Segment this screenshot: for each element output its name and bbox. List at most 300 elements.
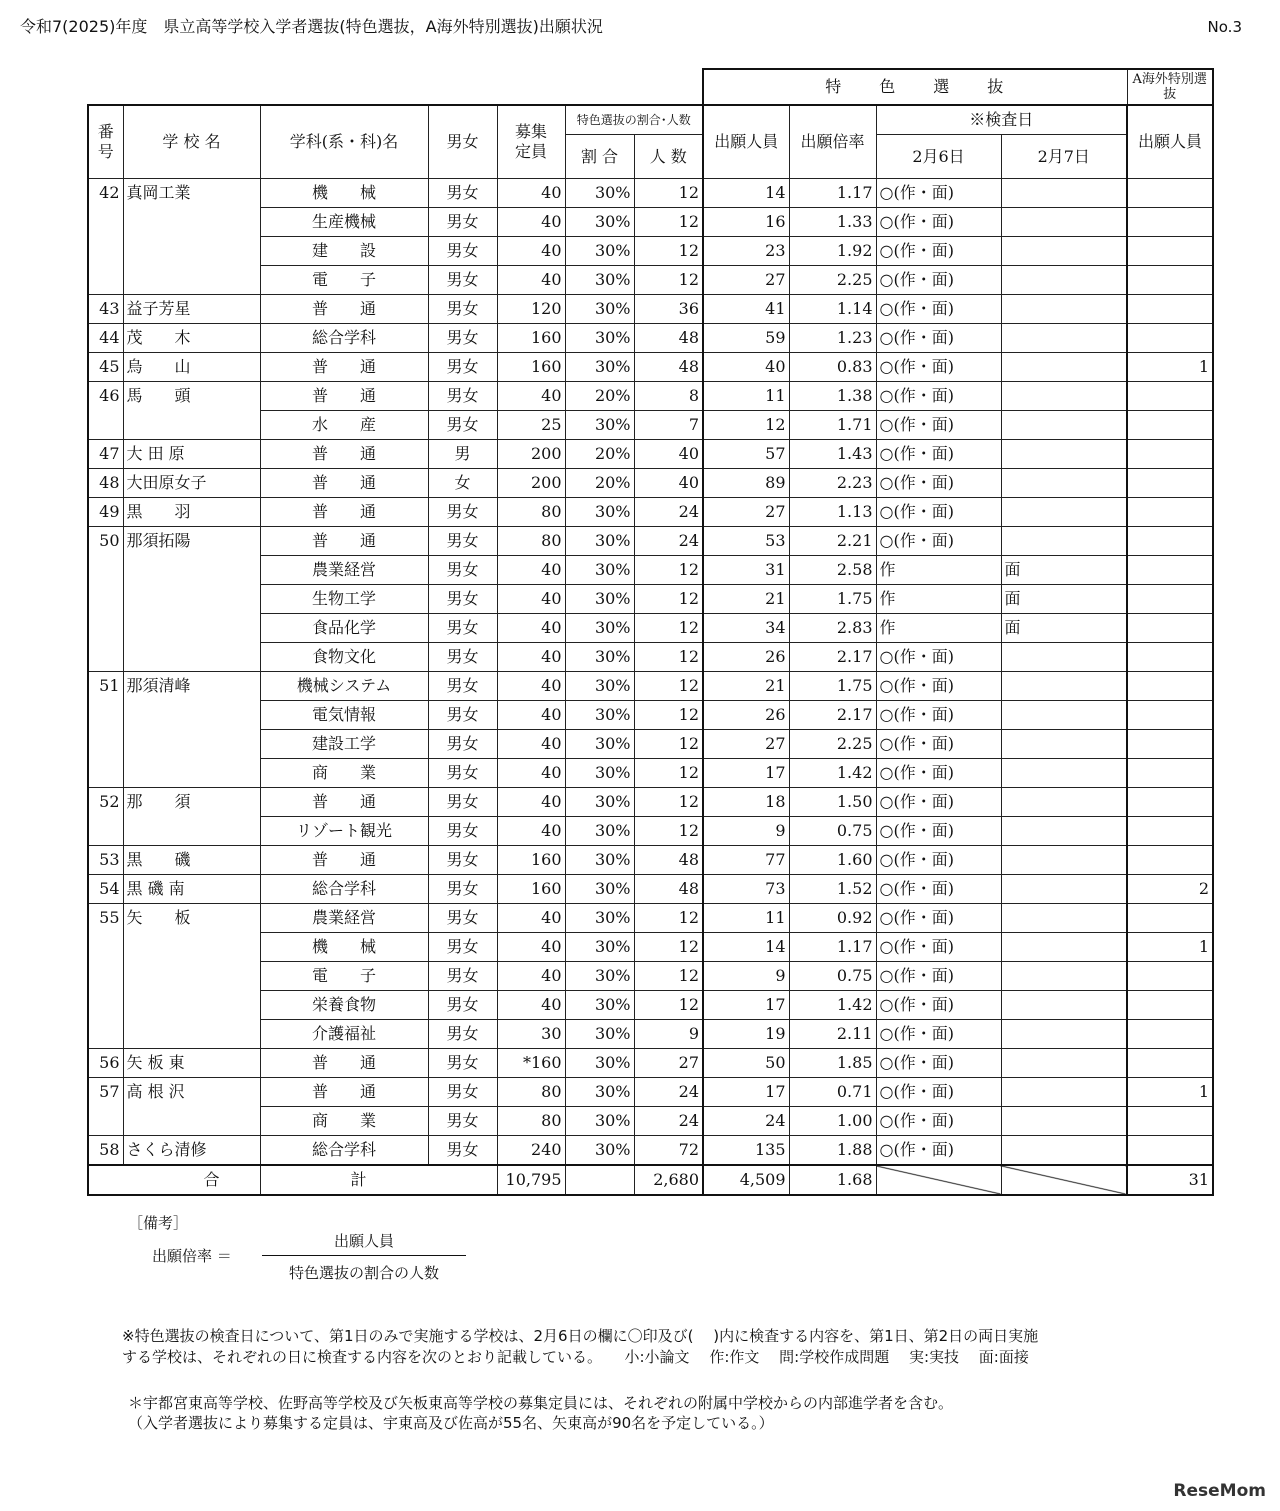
cell-dept: 総合学科	[260, 1136, 428, 1166]
cell-applicants: 89	[703, 469, 789, 498]
cell-sex: 男女	[428, 672, 497, 701]
cell-day1: ○(作・面)	[876, 1078, 1001, 1107]
cell-pct: 30%	[565, 295, 634, 324]
cell-dept: 生産機械	[260, 208, 428, 237]
school-number: 47	[88, 440, 123, 469]
cell-dept: 普 通	[260, 846, 428, 875]
school-number: 52	[88, 788, 123, 846]
cell-dept: 普 通	[260, 1078, 428, 1107]
cell-day1: ○(作・面)	[876, 266, 1001, 295]
cell-kaigai	[1127, 817, 1213, 846]
cell-sex: 男女	[428, 556, 497, 585]
cell-capacity: 40	[497, 556, 565, 585]
cell-kaigai	[1127, 846, 1213, 875]
header-no: 番号	[88, 105, 123, 179]
cell-day2: 面	[1001, 585, 1127, 614]
cell-count: 12	[634, 904, 703, 933]
school-name: 那須清峰	[123, 672, 260, 788]
cell-applicants: 12	[703, 411, 789, 440]
cell-day2	[1001, 208, 1127, 237]
cell-ratio: 1.43	[789, 440, 876, 469]
header-applicants: 出願人員	[703, 105, 789, 179]
cell-sex: 男女	[428, 1049, 497, 1078]
cell-day2	[1001, 179, 1127, 208]
cell-kaigai	[1127, 701, 1213, 730]
cell-count: 12	[634, 991, 703, 1020]
cell-applicants: 19	[703, 1020, 789, 1049]
cell-day2	[1001, 1107, 1127, 1136]
cell-ratio: 2.11	[789, 1020, 876, 1049]
cell-dept: 商 業	[260, 1107, 428, 1136]
table-row	[88, 1049, 1213, 1078]
cell-day1: ○(作・面)	[876, 498, 1001, 527]
cell-sex: 男女	[428, 237, 497, 266]
cell-kaigai	[1127, 730, 1213, 759]
cell-dept: 普 通	[260, 295, 428, 324]
cell-ratio: 0.75	[789, 962, 876, 991]
cell-ratio: 1.33	[789, 208, 876, 237]
cell-day2	[1001, 324, 1127, 353]
cell-ratio: 2.25	[789, 730, 876, 759]
table-row	[88, 295, 1213, 324]
cell-applicants: 31	[703, 556, 789, 585]
cell-sex: 男女	[428, 817, 497, 846]
cell-sex: 男女	[428, 1020, 497, 1049]
cell-dept: 普 通	[260, 527, 428, 556]
cell-sex: 男女	[428, 411, 497, 440]
school-number: 49	[88, 498, 123, 527]
cell-pct: 30%	[565, 353, 634, 382]
cell-count: 7	[634, 411, 703, 440]
header-day2: 2月7日	[1001, 135, 1127, 179]
school-name: 益子芳星	[123, 295, 260, 324]
cell-kaigai	[1127, 672, 1213, 701]
cell-pct: 30%	[565, 237, 634, 266]
cell-ratio: 0.92	[789, 904, 876, 933]
cell-sex: 男女	[428, 759, 497, 788]
cell-pct: 30%	[565, 962, 634, 991]
cell-applicants: 26	[703, 701, 789, 730]
cell-dept: 栄養食物	[260, 991, 428, 1020]
school-number: 53	[88, 846, 123, 875]
table-row	[88, 788, 1213, 817]
cell-day1: ○(作・面)	[876, 759, 1001, 788]
school-number: 42	[88, 179, 123, 295]
cell-day1: ○(作・面)	[876, 295, 1001, 324]
cell-dept: 普 通	[260, 1049, 428, 1078]
cell-day2	[1001, 353, 1127, 382]
cell-capacity: 40	[497, 962, 565, 991]
total-count: 2,680	[634, 1165, 703, 1195]
cell-capacity: *160	[497, 1049, 565, 1078]
cell-kaigai	[1127, 498, 1213, 527]
cell-day2	[1001, 527, 1127, 556]
cell-pct: 20%	[565, 440, 634, 469]
header-kaigai-applicants: 出願人員	[1127, 105, 1213, 179]
cell-pct: 30%	[565, 788, 634, 817]
total-capacity: 10,795	[497, 1165, 565, 1195]
cell-dept: 水 産	[260, 411, 428, 440]
cell-sex: 男女	[428, 527, 497, 556]
cell-kaigai	[1127, 904, 1213, 933]
header-school: 学 校 名	[123, 105, 260, 179]
cell-kaigai	[1127, 643, 1213, 672]
cell-dept: 総合学科	[260, 875, 428, 904]
table-row	[88, 440, 1213, 469]
cell-capacity: 80	[497, 498, 565, 527]
cell-day1: ○(作・面)	[876, 701, 1001, 730]
cell-capacity: 40	[497, 759, 565, 788]
cell-day1: 作	[876, 614, 1001, 643]
cell-capacity: 80	[497, 1078, 565, 1107]
cell-applicants: 21	[703, 585, 789, 614]
cell-pct: 30%	[565, 1078, 634, 1107]
cell-ratio: 1.50	[789, 788, 876, 817]
cell-dept: 農業経営	[260, 556, 428, 585]
cell-sex: 男女	[428, 1136, 497, 1166]
cell-day1: ○(作・面)	[876, 933, 1001, 962]
cell-day2	[1001, 701, 1127, 730]
cell-dept: 普 通	[260, 498, 428, 527]
cell-ratio: 1.17	[789, 179, 876, 208]
cell-sex: 男女	[428, 991, 497, 1020]
table-row	[88, 382, 1213, 411]
cell-ratio: 2.21	[789, 527, 876, 556]
table-row	[88, 846, 1213, 875]
cell-ratio: 1.14	[789, 295, 876, 324]
cell-capacity: 40	[497, 991, 565, 1020]
cell-day2	[1001, 1049, 1127, 1078]
cell-count: 12	[634, 817, 703, 846]
cell-capacity: 200	[497, 469, 565, 498]
cell-capacity: 240	[497, 1136, 565, 1166]
cell-capacity: 40	[497, 817, 565, 846]
cell-day2	[1001, 933, 1127, 962]
cell-capacity: 200	[497, 440, 565, 469]
cell-count: 40	[634, 440, 703, 469]
cell-pct: 30%	[565, 730, 634, 759]
cell-dept: 生物工学	[260, 585, 428, 614]
cell-sex: 男女	[428, 643, 497, 672]
cell-count: 12	[634, 266, 703, 295]
table-row	[88, 875, 1213, 904]
cell-applicants: 9	[703, 962, 789, 991]
header-ratio-group: 特色選抜の割合･人数	[565, 105, 703, 135]
page-number: No.3	[1207, 18, 1242, 36]
cell-pct: 30%	[565, 1020, 634, 1049]
cell-capacity: 40	[497, 788, 565, 817]
cell-day2	[1001, 498, 1127, 527]
cell-applicants: 14	[703, 933, 789, 962]
table-row	[88, 469, 1213, 498]
cell-day1: ○(作・面)	[876, 1136, 1001, 1166]
cell-day1: ○(作・面)	[876, 846, 1001, 875]
cell-kaigai	[1127, 614, 1213, 643]
cell-capacity: 80	[497, 527, 565, 556]
cell-ratio: 0.75	[789, 817, 876, 846]
cell-day2	[1001, 266, 1127, 295]
header-spacer	[88, 69, 703, 105]
cell-pct: 30%	[565, 904, 634, 933]
cell-capacity: 40	[497, 614, 565, 643]
cell-day2	[1001, 730, 1127, 759]
cell-applicants: 18	[703, 788, 789, 817]
cell-pct: 30%	[565, 643, 634, 672]
cell-day1: ○(作・面)	[876, 382, 1001, 411]
cell-ratio: 1.42	[789, 991, 876, 1020]
cell-count: 48	[634, 846, 703, 875]
cell-ratio: 2.23	[789, 469, 876, 498]
cell-kaigai	[1127, 1136, 1213, 1166]
cell-sex: 男女	[428, 788, 497, 817]
cell-count: 12	[634, 759, 703, 788]
cell-day1: ○(作・面)	[876, 788, 1001, 817]
cell-day2: 面	[1001, 556, 1127, 585]
cell-pct: 30%	[565, 266, 634, 295]
total-ratio: 1.68	[789, 1165, 876, 1195]
cell-pct: 30%	[565, 933, 634, 962]
cell-day2	[1001, 643, 1127, 672]
cell-kaigai	[1127, 179, 1213, 208]
cell-kaigai	[1127, 237, 1213, 266]
cell-pct: 30%	[565, 1107, 634, 1136]
cell-kaigai	[1127, 469, 1213, 498]
cell-day1: ○(作・面)	[876, 1107, 1001, 1136]
cell-day1: ○(作・面)	[876, 179, 1001, 208]
cell-day2	[1001, 875, 1127, 904]
cell-ratio: 1.60	[789, 846, 876, 875]
header-sex: 男女	[428, 105, 497, 179]
cell-dept: 普 通	[260, 469, 428, 498]
school-name: 那 須	[123, 788, 260, 846]
cell-count: 40	[634, 469, 703, 498]
cell-sex: 男女	[428, 585, 497, 614]
cell-day2	[1001, 788, 1127, 817]
notes-heading: ［備考］	[128, 1214, 189, 1232]
cell-count: 24	[634, 498, 703, 527]
cell-count: 12	[634, 208, 703, 237]
cell-capacity: 160	[497, 324, 565, 353]
cell-pct: 20%	[565, 469, 634, 498]
cell-applicants: 57	[703, 440, 789, 469]
cell-kaigai	[1127, 411, 1213, 440]
watermark-logo: ReseMom	[1173, 1481, 1266, 1501]
cell-day1: ○(作・面)	[876, 324, 1001, 353]
school-number: 57	[88, 1078, 123, 1136]
cell-dept: 普 通	[260, 788, 428, 817]
school-name: 矢 板	[123, 904, 260, 1049]
cell-applicants: 16	[703, 208, 789, 237]
cell-dept: 普 通	[260, 382, 428, 411]
cell-dept: 普 通	[260, 440, 428, 469]
school-name: 茂 木	[123, 324, 260, 353]
table-row	[88, 672, 1213, 701]
note1-line1: ※特色選抜の検査日について、第1日のみで実施する学校は、2月6日の欄に〇印及び( )内に検査する内容を、第1日、第2日の両日実施	[122, 1327, 1039, 1345]
header-app-ratio: 出願倍率	[789, 105, 876, 179]
cell-applicants: 11	[703, 904, 789, 933]
school-name: 真岡工業	[123, 179, 260, 295]
school-number: 54	[88, 875, 123, 904]
cell-capacity: 40	[497, 266, 565, 295]
cell-day1: ○(作・面)	[876, 643, 1001, 672]
cell-sex: 男女	[428, 614, 497, 643]
cell-sex: 男女	[428, 962, 497, 991]
cell-ratio: 1.23	[789, 324, 876, 353]
school-name: 烏 山	[123, 353, 260, 382]
school-name: 馬 頭	[123, 382, 260, 440]
cell-capacity: 40	[497, 701, 565, 730]
cell-day2	[1001, 1020, 1127, 1049]
note2-line1: ＊宇都宮東高等学校、佐野高等学校及び矢板東高等学校の募集定員には、それぞれの附属中学校からの内部進学者を含む。	[128, 1394, 954, 1412]
cell-dept: 機 械	[260, 933, 428, 962]
school-number: 55	[88, 904, 123, 1049]
cell-ratio: 1.13	[789, 498, 876, 527]
cell-count: 12	[634, 237, 703, 266]
cell-capacity: 30	[497, 1020, 565, 1049]
school-number: 51	[88, 672, 123, 788]
cell-applicants: 50	[703, 1049, 789, 1078]
cell-count: 12	[634, 701, 703, 730]
cell-day1: ○(作・面)	[876, 1020, 1001, 1049]
cell-kaigai	[1127, 382, 1213, 411]
cell-count: 72	[634, 1136, 703, 1166]
cell-kaigai	[1127, 556, 1213, 585]
header-pct: 割 合	[565, 135, 634, 179]
cell-kaigai	[1127, 991, 1213, 1020]
cell-day2	[1001, 1136, 1127, 1166]
formula-denominator: 特色選抜の割合の人数	[288, 1264, 439, 1282]
total-pct	[565, 1165, 634, 1195]
cell-pct: 30%	[565, 759, 634, 788]
cell-dept: リゾート観光	[260, 817, 428, 846]
cell-capacity: 40	[497, 904, 565, 933]
cell-capacity: 160	[497, 353, 565, 382]
cell-day2	[1001, 382, 1127, 411]
cell-day2	[1001, 295, 1127, 324]
cell-pct: 30%	[565, 1136, 634, 1166]
total-label-a: 合	[88, 1165, 260, 1195]
cell-count: 12	[634, 179, 703, 208]
cell-kaigai	[1127, 962, 1213, 991]
cell-sex: 男女	[428, 382, 497, 411]
table-row	[88, 498, 1213, 527]
cell-pct: 30%	[565, 527, 634, 556]
cell-dept: 機械システム	[260, 672, 428, 701]
cell-count: 24	[634, 527, 703, 556]
cell-applicants: 17	[703, 991, 789, 1020]
cell-pct: 30%	[565, 208, 634, 237]
school-name: 黒 羽	[123, 498, 260, 527]
cell-ratio: 1.71	[789, 411, 876, 440]
cell-applicants: 77	[703, 846, 789, 875]
cell-capacity: 40	[497, 585, 565, 614]
cell-pct: 30%	[565, 411, 634, 440]
header-kaigai: A海外特別選抜	[1127, 69, 1213, 105]
cell-count: 12	[634, 730, 703, 759]
total-label-b: 計	[260, 1165, 497, 1195]
total-day1-diagonal	[876, 1165, 1001, 1195]
cell-count: 12	[634, 614, 703, 643]
cell-day1: ○(作・面)	[876, 730, 1001, 759]
cell-dept: 食物文化	[260, 643, 428, 672]
cell-kaigai	[1127, 527, 1213, 556]
cell-ratio: 1.85	[789, 1049, 876, 1078]
cell-sex: 男女	[428, 208, 497, 237]
table-row	[88, 1078, 1213, 1107]
cell-count: 12	[634, 643, 703, 672]
cell-ratio: 1.38	[789, 382, 876, 411]
cell-capacity: 40	[497, 208, 565, 237]
cell-sex: 男女	[428, 295, 497, 324]
cell-applicants: 11	[703, 382, 789, 411]
cell-applicants: 59	[703, 324, 789, 353]
cell-sex: 男女	[428, 875, 497, 904]
cell-applicants: 26	[703, 643, 789, 672]
cell-count: 9	[634, 1020, 703, 1049]
cell-day2	[1001, 817, 1127, 846]
cell-applicants: 27	[703, 266, 789, 295]
cell-pct: 30%	[565, 179, 634, 208]
cell-applicants: 21	[703, 672, 789, 701]
cell-day1: ○(作・面)	[876, 237, 1001, 266]
cell-count: 24	[634, 1107, 703, 1136]
cell-count: 12	[634, 585, 703, 614]
table-row	[88, 324, 1213, 353]
school-number: 43	[88, 295, 123, 324]
cell-capacity: 40	[497, 179, 565, 208]
cell-pct: 30%	[565, 991, 634, 1020]
cell-day1: ○(作・面)	[876, 208, 1001, 237]
cell-day1: ○(作・面)	[876, 904, 1001, 933]
cell-day1: 作	[876, 556, 1001, 585]
cell-dept: 商 業	[260, 759, 428, 788]
cell-kaigai	[1127, 585, 1213, 614]
cell-kaigai: 1	[1127, 933, 1213, 962]
cell-pct: 30%	[565, 585, 634, 614]
cell-count: 24	[634, 1078, 703, 1107]
total-row	[88, 1165, 1213, 1195]
total-day2-diagonal	[1001, 1165, 1127, 1195]
school-name: 大 田 原	[123, 440, 260, 469]
cell-day2	[1001, 469, 1127, 498]
cell-sex: 男女	[428, 701, 497, 730]
cell-ratio: 1.75	[789, 672, 876, 701]
cell-capacity: 40	[497, 933, 565, 962]
cell-sex: 男女	[428, 730, 497, 759]
cell-ratio: 0.71	[789, 1078, 876, 1107]
cell-pct: 30%	[565, 556, 634, 585]
cell-applicants: 73	[703, 875, 789, 904]
cell-sex: 男女	[428, 498, 497, 527]
cell-day2	[1001, 411, 1127, 440]
school-number: 48	[88, 469, 123, 498]
cell-sex: 男女	[428, 933, 497, 962]
cell-kaigai	[1127, 208, 1213, 237]
cell-pct: 30%	[565, 1049, 634, 1078]
cell-dept: 介護福祉	[260, 1020, 428, 1049]
cell-pct: 30%	[565, 846, 634, 875]
cell-capacity: 40	[497, 237, 565, 266]
cell-capacity: 120	[497, 295, 565, 324]
cell-ratio: 0.83	[789, 353, 876, 382]
cell-pct: 30%	[565, 701, 634, 730]
application-status-table	[87, 68, 1214, 1196]
cell-ratio: 2.17	[789, 701, 876, 730]
table-row	[88, 904, 1213, 933]
cell-applicants: 9	[703, 817, 789, 846]
cell-day2	[1001, 672, 1127, 701]
cell-dept: 機 械	[260, 179, 428, 208]
